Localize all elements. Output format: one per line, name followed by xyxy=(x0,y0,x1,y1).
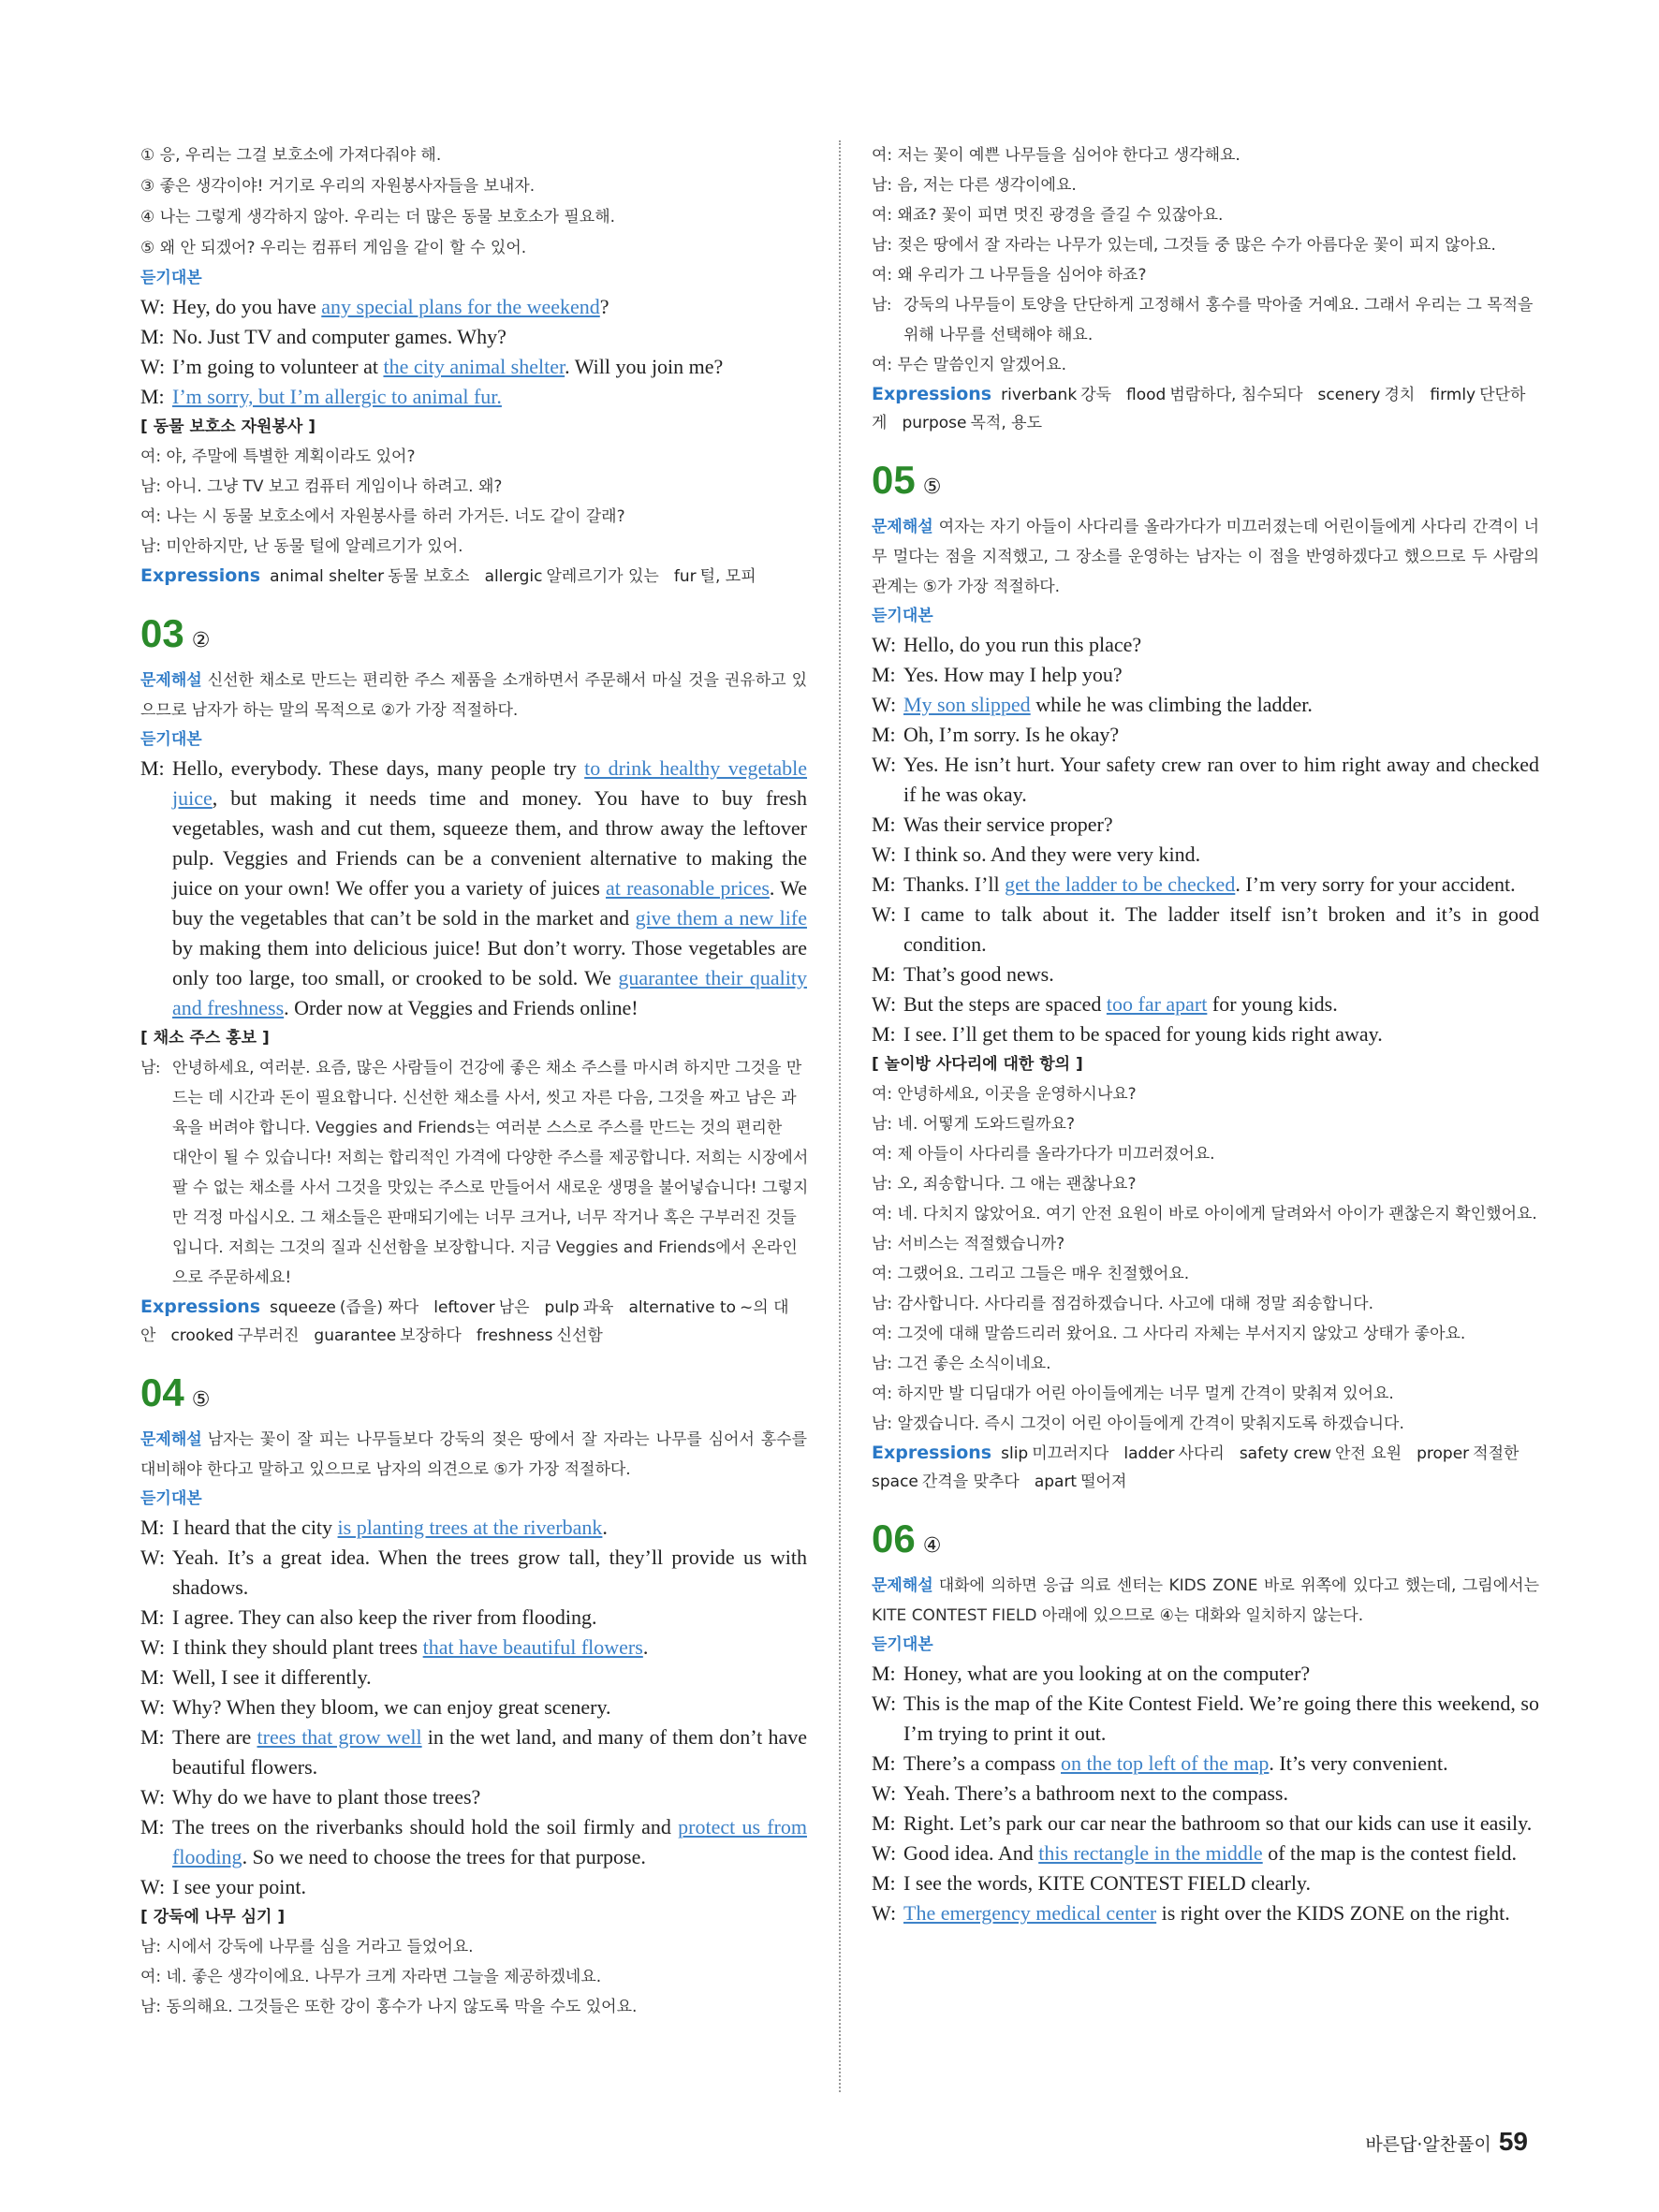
expression-word: flood xyxy=(1126,386,1167,404)
right-column xyxy=(872,140,1539,1928)
line-text: Oh, I’m sorry. Is he okay? xyxy=(903,723,1120,746)
korean-line: 팔 수 없는 채소를 사서 그것을 맛있는 주스로 만들어서 새로운 생명을 불어넣습니다! 그렇지 xyxy=(172,1179,809,1197)
dialogue-line xyxy=(872,1689,1539,1749)
script-label: 듣기대본 xyxy=(140,1489,202,1508)
speaker-label: M: xyxy=(872,1751,896,1775)
line-text: This is the map of the Kite Contest Field. We’re going there this weekend, so I’m trying to print it out. xyxy=(903,1692,1539,1745)
highlighted-phrase: the city animal shelter xyxy=(383,355,565,378)
expressions xyxy=(140,562,807,591)
expression-meaning: 구부러진 xyxy=(237,1326,300,1345)
script-label: 듣기대본 xyxy=(140,730,202,749)
answer-options xyxy=(140,140,807,264)
speaker-label: W: xyxy=(140,1785,166,1809)
expressions-label: Expressions xyxy=(140,1296,261,1317)
script-korean xyxy=(872,1079,1539,1439)
line-text: , but making it needs time and money. You have to buy fresh vegetables, wash and cut them, squeeze them, and throw away the leftover pulp. Veggies and Friends can be a convenient alternative to making the juice on your own! We offer you a variety of juices xyxy=(172,786,807,900)
speaker-label: M: xyxy=(140,385,165,408)
dialogue-line xyxy=(872,870,1539,900)
explanation-label: 문제해설 xyxy=(140,671,202,690)
dialogue-line xyxy=(872,989,1539,1019)
speaker-label: M: xyxy=(140,756,165,780)
dialogue-line xyxy=(140,322,807,352)
script-english xyxy=(140,1513,807,1902)
question-number-text: 06 xyxy=(872,1516,916,1560)
expression-meaning: 남은 xyxy=(498,1298,530,1317)
explanation-label: 문제해설 xyxy=(140,1430,202,1449)
speaker-label: 남: xyxy=(872,296,892,314)
line-text: . We buy the vegetables that can’t be sold in the market and xyxy=(172,876,808,930)
line-text: No. Just TV and computer games. Why? xyxy=(172,325,507,348)
explanation xyxy=(872,512,1539,602)
speaker-label: W: xyxy=(140,1875,166,1898)
speaker-label: M: xyxy=(872,1022,896,1046)
dialogue-line xyxy=(872,1749,1539,1779)
korean-line: 남: 젖은 땅에서 잘 자라는 나무가 있는데, 그것들 중 많은 수가 아름다운 꽃이 피지 않아요. xyxy=(872,236,1496,255)
korean-line: 남: 네. 어떻게 도와드릴까요? xyxy=(872,1115,1076,1134)
speaker-label: M: xyxy=(140,325,165,348)
korean-line: 드는 데 시간과 돈이 필요합니다. 신선한 채소를 사서, 씻고 자른 다음, 그것을 짜고 남은 과 xyxy=(172,1089,797,1107)
speaker-label: W: xyxy=(872,693,897,716)
question-number xyxy=(140,1369,807,1425)
line-text: I came to talk about it. The ladder itself isn’t broken and it’s in good condition. xyxy=(903,902,1539,956)
korean-line: 강둑의 나무들이 토양을 단단하게 고정해서 홍수를 막아줄 거예요. 그래서 우리는 그 목적을 xyxy=(903,296,1534,315)
speaker-label: W: xyxy=(140,1695,166,1719)
dialogue-line xyxy=(872,1019,1539,1049)
dialogue-line xyxy=(140,1603,807,1633)
script-label: 듣기대본 xyxy=(140,269,202,287)
line-text: Why? When they bloom, we can enjoy great scenery. xyxy=(172,1695,611,1719)
line-text: . xyxy=(642,1635,649,1659)
script-korean xyxy=(140,442,807,562)
line-text: Good idea. And xyxy=(903,1841,1039,1865)
expression-word: firmly xyxy=(1430,386,1476,404)
korean-line: 위해 나무를 선택해야 해요. xyxy=(903,326,1094,344)
expression-meaning: 범람하다, 침수되다 xyxy=(1169,386,1303,404)
question-answer: ④ xyxy=(922,1534,942,1558)
line-text: for young kids. xyxy=(1207,992,1338,1016)
korean-line: 여: 왜죠? 꽃이 피면 멋진 광경을 즐길 수 있잖아요. xyxy=(872,206,1224,225)
dialogue-line xyxy=(140,382,807,412)
line-text: I heard that the city xyxy=(172,1516,338,1539)
expression-word: safety crew xyxy=(1239,1444,1331,1463)
korean-line: 안녕하세요, 여러분. 요즘, 많은 사람들이 건강에 좋은 채소 주스를 마시려 하지만 그것을 만 xyxy=(172,1059,802,1077)
expression-word: pulp xyxy=(544,1298,580,1317)
line-text: There’s a compass xyxy=(903,1751,1061,1775)
line-text: . Order now at Veggies and Friends online! xyxy=(284,996,639,1019)
dialogue-line xyxy=(140,1663,807,1692)
explanation-text: 신선한 채소로 만드는 편리한 주스 제품을 소개하면서 주문해서 마실 것을 권유하고 있으므로 남자가 하는 말의 목적으로 ②가 가장 적절하다. xyxy=(140,671,807,720)
line-text: But the steps are spaced xyxy=(903,992,1107,1016)
expression-meaning: 과육 xyxy=(582,1298,614,1317)
dialogue-line xyxy=(872,1809,1539,1838)
highlighted-phrase: at reasonable prices xyxy=(605,876,770,900)
dialogue-line xyxy=(140,1872,807,1902)
explanation-label: 문제해설 xyxy=(872,1576,933,1595)
expressions-label: Expressions xyxy=(872,384,992,404)
question-number-text: 05 xyxy=(872,458,916,502)
section-title: [ 동물 보호소 자원봉사 ] xyxy=(140,417,316,436)
expression-meaning: 안전 요원 xyxy=(1335,1444,1402,1463)
explanation-text: 남자는 꽃이 잘 피는 나무들보다 강둑의 젖은 땅에서 잘 자라는 나무를 심어서 홍수를 대비해야 한다고 말하고 있으므로 남자의 의견으로 ⑤가 가장 적절하다. xyxy=(140,1430,807,1479)
expression-meaning: 미끄러지다 xyxy=(1032,1444,1109,1463)
expression-meaning: ~의 대안 xyxy=(140,1298,789,1345)
line-text: while he was climbing the ladder. xyxy=(1030,693,1313,716)
korean-line: 남: 미안하지만, 난 동물 털에 알레르기가 있어. xyxy=(140,537,463,556)
section-title: [ 강둑에 나무 심기 ] xyxy=(140,1908,286,1926)
question-answer: ② xyxy=(191,629,211,652)
highlighted-phrase: on the top left of the map xyxy=(1061,1751,1270,1775)
dialogue-line xyxy=(140,1633,807,1663)
korean-line: 여: 네. 좋은 생각이에요. 나무가 크게 자라면 그늘을 제공하겠네요. xyxy=(140,1968,602,1986)
korean-line: 여: 그것에 대해 말씀드리러 왔어요. 그 사다리 자체는 부서지지 않았고 상태가 좋아요. xyxy=(872,1325,1466,1343)
speaker-label: M: xyxy=(140,1665,165,1689)
question-number-text: 04 xyxy=(140,1370,184,1414)
speaker-label: W: xyxy=(872,1841,897,1865)
script-label: 듣기대본 xyxy=(872,1635,933,1654)
line-text: There are xyxy=(172,1725,257,1749)
korean-line: 육을 버려야 합니다. Veggies and Friends는 여러분 스스로 주스를 만드는 것의 편리한 xyxy=(172,1119,783,1137)
korean-line: 대안이 될 수 있습니다! 저희는 합리적인 가격에 다양한 주스를 제공합니다. 저희는 시장에서 xyxy=(172,1149,809,1167)
line-text: Yeah. It’s a great idea. When the trees grow tall, they’ll provide us with shadows. xyxy=(172,1545,807,1599)
dialogue-line xyxy=(872,900,1539,960)
question-answer: ⑤ xyxy=(922,476,942,499)
speaker-label: M: xyxy=(872,663,896,686)
expression-meaning: (즙을) 짜다 xyxy=(339,1298,419,1317)
korean-line: 입니다. 저희는 그것의 질과 신선함을 보장합니다. 지금 Veggies and Friends에서 온라인 xyxy=(172,1238,798,1257)
speaker-label: W: xyxy=(872,1901,897,1925)
speaker-label: M: xyxy=(140,1815,165,1838)
highlighted-phrase: My son slipped xyxy=(903,693,1031,716)
highlighted-phrase: is planting trees at the riverbank xyxy=(337,1516,603,1539)
expression-word: freshness xyxy=(476,1326,553,1345)
script-english xyxy=(872,1659,1539,1928)
korean-line: 여: 야, 주말에 특별한 계획이라도 있어? xyxy=(140,447,416,466)
book-title: 바른답·알찬풀이 xyxy=(1365,2134,1491,2155)
dialogue-line xyxy=(872,720,1539,750)
script-english xyxy=(872,630,1539,1049)
speaker-label: W: xyxy=(872,1692,897,1715)
dialogue-line xyxy=(872,840,1539,870)
korean-line: 남: 서비스는 적절했습니까? xyxy=(872,1235,1065,1253)
script-monologue xyxy=(140,754,807,1023)
page-footer xyxy=(1365,2127,1528,2157)
line-text: Honey, what are you looking at on the computer? xyxy=(903,1662,1311,1685)
highlighted-phrase: protect us from flooding xyxy=(172,1815,807,1868)
speaker-label: W: xyxy=(872,633,897,656)
speaker-label: 남: xyxy=(140,1059,161,1077)
dialogue-line xyxy=(872,690,1539,720)
dialogue-line xyxy=(140,1543,807,1603)
expression-word: leftover xyxy=(433,1298,495,1317)
speaker-label: W: xyxy=(872,902,897,926)
highlighted-phrase: The emergency medical center xyxy=(903,1901,1157,1925)
line-text: Hey, do you have xyxy=(172,295,322,318)
korean-line: 여: 하지만 발 디딤대가 어린 아이들에게는 너무 멀게 간격이 맞춰져 있어요. xyxy=(872,1384,1394,1403)
expression-meaning: 강둑 xyxy=(1080,386,1112,404)
speaker-label: M: xyxy=(872,813,896,836)
dialogue-line xyxy=(872,1868,1539,1898)
highlighted-phrase: trees that grow well xyxy=(257,1725,422,1749)
expression-word: proper xyxy=(1417,1444,1470,1463)
line-text: I see your point. xyxy=(172,1875,306,1898)
expressions-label: Expressions xyxy=(872,1443,992,1463)
highlighted-phrase: this rectangle in the middle xyxy=(1038,1841,1263,1865)
dialogue-line xyxy=(872,960,1539,989)
expression-meaning: 사다리 xyxy=(1178,1444,1225,1463)
expression-word: riverbank xyxy=(1001,386,1078,404)
question-answer: ⑤ xyxy=(191,1388,211,1412)
expression-word: apart xyxy=(1034,1472,1078,1491)
korean-line: 여: 제 아들이 사다리를 올라가다가 미끄러졌어요. xyxy=(872,1145,1215,1164)
line-text: . I’m very sorry for your accident. xyxy=(1235,872,1516,896)
highlighted-phrase: give them a new life xyxy=(635,906,807,930)
korean-line: 남: 음, 저는 다른 생각이에요. xyxy=(872,176,1077,195)
speaker-label: M: xyxy=(872,1811,896,1835)
line-text: I see. I’ll get them to be spaced for young kids right away. xyxy=(903,1022,1383,1046)
speaker-label: W: xyxy=(872,753,897,776)
line-text: . xyxy=(602,1516,608,1539)
dialogue-line xyxy=(872,810,1539,840)
line-text: Hello, everybody. These days, many people try xyxy=(172,756,585,780)
script-english xyxy=(140,292,807,412)
expression-meaning: 경치 xyxy=(1384,386,1416,404)
script-label: 듣기대본 xyxy=(872,607,933,625)
line-text: I think they should plant trees xyxy=(172,1635,423,1659)
expression-word: guarantee xyxy=(314,1326,397,1345)
line-text: . So we need to choose the trees for that purpose. xyxy=(242,1845,646,1868)
korean-line: 으로 주문하세요! xyxy=(172,1268,292,1287)
speaker-label: M: xyxy=(140,1605,165,1629)
expression-meaning: 신선함 xyxy=(556,1326,603,1345)
dialogue-line xyxy=(872,660,1539,690)
expression-word: crooked xyxy=(170,1326,234,1345)
korean-line: 남: 아니. 그냥 TV 보고 컴퓨터 게임이나 하려고. 왜? xyxy=(140,477,503,496)
dialogue-line xyxy=(140,292,807,322)
expression-word: ladder xyxy=(1123,1444,1175,1463)
speaker-label: W: xyxy=(872,1781,897,1805)
question-number-text: 03 xyxy=(140,611,184,655)
line-text: Thanks. I’ll xyxy=(903,872,1006,896)
line-text: ? xyxy=(599,295,609,318)
page-number: 59 xyxy=(1498,2127,1528,2156)
expression-meaning: 단단하게 xyxy=(872,386,1526,432)
korean-line: 남: 시에서 강둑에 나무를 심을 거라고 들었어요. xyxy=(140,1938,474,1956)
explanation-text: 대화에 의하면 응급 의료 센터는 KIDS ZONE 바로 위쪽에 있다고 했는데, 그림에서는 KITE CONTEST FIELD 아래에 있으므로 ④는 대화와 일치하지 않는다. xyxy=(872,1576,1539,1625)
speaker-label: W: xyxy=(140,1635,166,1659)
korean-line: 남: 동의해요. 그것들은 또한 강이 홍수가 나지 않도록 막을 수도 있어요. xyxy=(140,1998,638,2016)
speaker-label: M: xyxy=(872,962,896,986)
expression-word: slip xyxy=(1001,1444,1029,1463)
speaker-label: M: xyxy=(872,723,896,746)
expression-meaning: 알레르기가 있는 xyxy=(546,567,659,586)
line-text: by making them into delicious juice! But don’t worry. Those vegetables are only too large, too small, or crooked to be sold. We xyxy=(172,936,807,989)
answer-option: ⑤ 왜 안 되겠어? 우리는 컴퓨터 게임을 같이 할 수 있어. xyxy=(140,239,527,257)
line-text: Was their service proper? xyxy=(903,813,1113,836)
section-title: [ 채소 주스 홍보 ] xyxy=(140,1029,270,1047)
korean-line: 남: 오, 죄송합니다. 그 애는 괜찮나요? xyxy=(872,1175,1137,1194)
expression-meaning: 적절한 xyxy=(1473,1444,1520,1463)
explanation xyxy=(140,666,807,725)
speaker-label: W: xyxy=(872,992,897,1016)
dialogue-line xyxy=(140,1692,807,1722)
korean-line: 여: 네. 다치지 않았어요. 여기 안전 요원이 바로 아이에게 달려와서 아이가 괜찮은지 확인했어요. xyxy=(872,1205,1537,1223)
expression-word: purpose xyxy=(902,414,967,432)
line-text: I’m going to volunteer at xyxy=(172,355,384,378)
highlighted-phrase: any special plans for the weekend xyxy=(321,295,600,318)
expression-word: scenery xyxy=(1317,386,1381,404)
line-text: That’s good news. xyxy=(903,962,1054,986)
korean-line: 여: 안녕하세요, 이곳을 운영하시나요? xyxy=(872,1085,1137,1104)
line-text: Yes. How may I help you? xyxy=(903,663,1123,686)
korean-line: 남: 그건 좋은 소식이네요. xyxy=(872,1355,1051,1373)
line-text: Yes. He isn’t hurt. Your safety crew ran over to him right away and checked if he was okay. xyxy=(903,753,1539,806)
highlighted-phrase: too far apart xyxy=(1106,992,1208,1016)
highlighted-phrase: get the ladder to be checked xyxy=(1005,872,1236,896)
highlighted-phrase: that have beautiful flowers xyxy=(422,1635,643,1659)
expression-meaning: 간격을 맞추다 xyxy=(921,1472,1020,1491)
dialogue-line xyxy=(872,1838,1539,1868)
speaker-label: W: xyxy=(872,842,897,866)
expression-meaning: 동물 보호소 xyxy=(388,567,470,586)
speaker-label: W: xyxy=(140,355,166,378)
line-text: . It’s very convenient. xyxy=(1269,1751,1448,1775)
dialogue-line xyxy=(140,1722,807,1782)
expression-word: squeeze xyxy=(270,1298,336,1317)
dialogue-line xyxy=(872,1779,1539,1809)
speaker-label: W: xyxy=(140,1545,166,1569)
expressions-label: Expressions xyxy=(140,565,261,586)
dialogue-line xyxy=(140,352,807,382)
question-number xyxy=(872,456,1539,512)
script-korean xyxy=(140,1932,807,2022)
expressions xyxy=(872,1439,1539,1496)
line-text: Why do we have to plant those trees? xyxy=(172,1785,481,1809)
dialogue-line xyxy=(140,1782,807,1812)
line-text: I agree. They can also keep the river from flooding. xyxy=(172,1605,597,1629)
line-text: is right over the KIDS ZONE on the right. xyxy=(1156,1901,1510,1925)
speaker-label: M: xyxy=(872,1871,896,1895)
explanation-text: 여자는 자기 아들이 사다리를 올라가다가 미끄러졌는데 어린이들에게 사다리 간격이 너무 멀다는 점을 지적했고, 그 장소를 운영하는 남자는 이 점을 반영하겠다고 했으므로 두 사람의 관계는 ⑤가 가장 적절하다. xyxy=(872,518,1539,596)
answer-option: ④ 나는 그렇게 생각하지 않아. 우리는 더 많은 동물 보호소가 필요해. xyxy=(140,208,616,227)
line-text: Hello, do you run this place? xyxy=(903,633,1142,656)
explanation xyxy=(872,1571,1539,1631)
korean-line: 여: 그랬어요. 그리고 그들은 매우 친절했어요. xyxy=(872,1265,1190,1283)
explanation xyxy=(140,1425,807,1485)
korean-line: 여: 저는 꽃이 예쁜 나무들을 심어야 한다고 생각해요. xyxy=(872,146,1241,165)
speaker-label: M: xyxy=(140,1516,165,1539)
line-text: . Will you join me? xyxy=(565,355,724,378)
left-column xyxy=(140,140,807,2022)
section-title: [ 놀이방 사다리에 대한 항의 ] xyxy=(872,1055,1083,1074)
highlighted-phrase: guarantee their quality and freshness xyxy=(172,966,807,1019)
question-number xyxy=(140,609,807,666)
highlighted-phrase: to drink healthy vegetable juice xyxy=(172,756,808,810)
line-text: The trees on the riverbanks should hold the soil firmly and xyxy=(172,1815,679,1838)
expressions xyxy=(872,380,1539,437)
line-text: I think so. And they were very kind. xyxy=(903,842,1201,866)
expression-word: fur xyxy=(673,567,697,586)
expression-meaning: 목적, 용도 xyxy=(970,414,1042,432)
expression-meaning: 떨어져 xyxy=(1080,1472,1127,1491)
answer-option: ① 응, 우리는 그걸 보호소에 가져다줘야 해. xyxy=(140,146,442,165)
expressions xyxy=(140,1293,807,1350)
korean-line xyxy=(872,290,1539,350)
korean-line: 여: 나는 시 동물 보호소에서 자원봉사를 하러 가거든. 너도 같이 갈래? xyxy=(140,507,625,526)
speaker-label: M: xyxy=(872,1662,896,1685)
expression-meaning: 털, 모피 xyxy=(699,567,756,586)
dialogue-line xyxy=(140,1812,807,1872)
speaker-label: M: xyxy=(140,1725,165,1749)
line-text: I see the words, KITE CONTEST FIELD clearly. xyxy=(903,1871,1312,1895)
column-divider xyxy=(839,140,841,2092)
line-text: in the wet land, and many of them don’t have beautiful flowers. xyxy=(172,1725,807,1779)
expression-word: space xyxy=(872,1472,918,1491)
dialogue-line xyxy=(140,1513,807,1543)
explanation-label: 문제해설 xyxy=(872,518,933,536)
korean-monologue xyxy=(140,1053,807,1293)
korean-line: 남: 알겠습니다. 즉시 그것이 어린 아이들에게 간격이 맞춰지도록 하겠습니다. xyxy=(872,1414,1404,1433)
answer-option: ③ 좋은 생각이야! 거기로 우리의 자원봉사자들을 보내자. xyxy=(140,177,536,196)
korean-line: 여: 무슨 말씀인지 알겠어요. xyxy=(872,356,1066,374)
script-korean xyxy=(872,140,1539,290)
speaker-label: M: xyxy=(872,872,896,896)
line-text: Yeah. There’s a bathroom next to the compass. xyxy=(903,1781,1288,1805)
korean-line: 여: 왜 우리가 그 나무들을 심어야 하죠? xyxy=(872,266,1147,285)
expression-meaning: 보장하다 xyxy=(400,1326,462,1345)
expression-word: animal shelter xyxy=(270,567,385,586)
expression-word: alternative to xyxy=(628,1298,737,1317)
korean-line: 만 걱정 마십시오. 그 채소들은 판매되기에는 너무 크거나, 너무 작거나 혹은 구부러진 것들 xyxy=(172,1209,797,1227)
korean-line: 남: 감사합니다. 사다리를 점검하겠습니다. 사고에 대해 정말 죄송합니다. xyxy=(872,1295,1374,1313)
dialogue-line xyxy=(872,750,1539,810)
expression-word: allergic xyxy=(484,567,543,586)
line-text: Well, I see it differently. xyxy=(172,1665,372,1689)
dialogue-line xyxy=(872,1898,1539,1928)
line-text: Right. Let’s park our car near the bathroom so that our kids can use it easily. xyxy=(903,1811,1533,1835)
dialogue-line xyxy=(872,1659,1539,1689)
dialogue-line xyxy=(872,630,1539,660)
speaker-label: W: xyxy=(140,295,166,318)
line-text: of the map is the contest field. xyxy=(1262,1841,1517,1865)
highlighted-phrase: I’m sorry, but I’m allergic to animal fur. xyxy=(172,385,502,408)
question-number xyxy=(872,1515,1539,1571)
